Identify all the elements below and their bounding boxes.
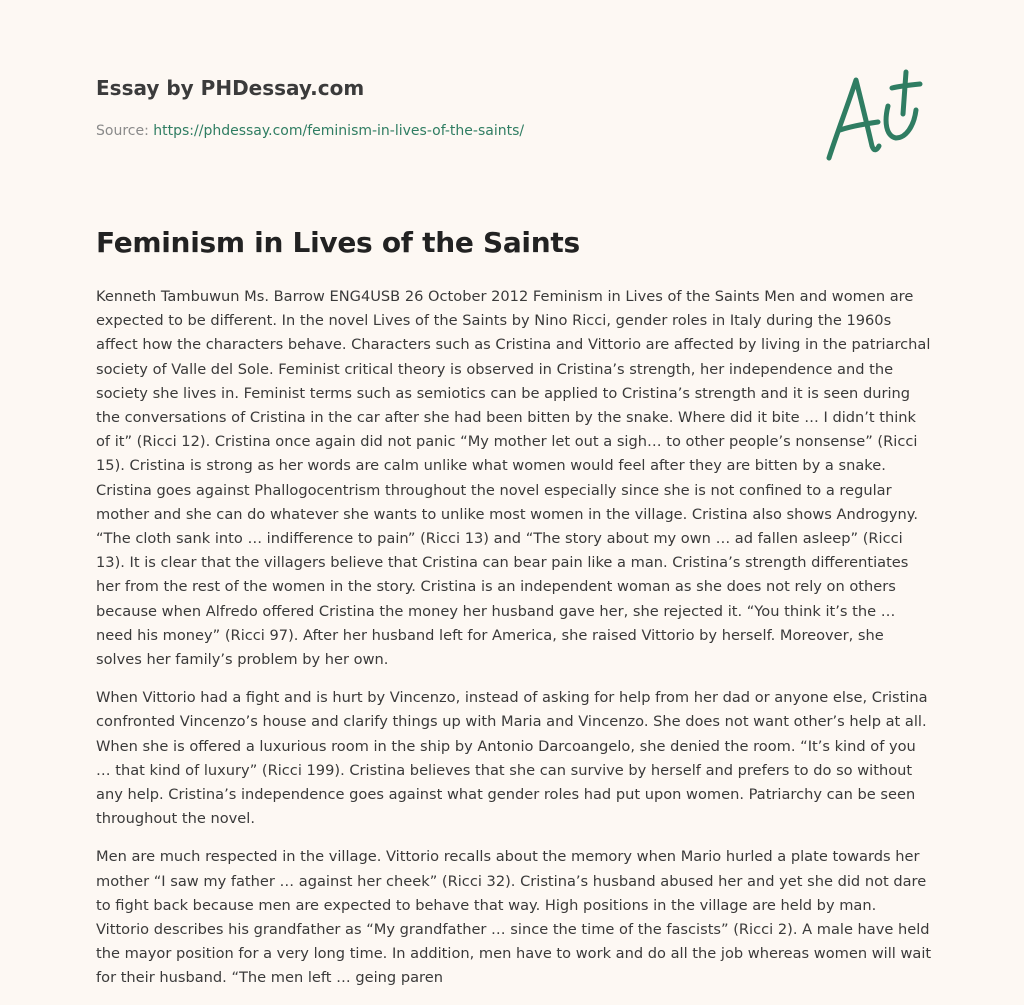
source-line	[96, 123, 524, 139]
source-link[interactable]: https://phdessay.com/feminism-in-lives-of-the-saints/	[153, 123, 525, 139]
article-body	[96, 285, 932, 1005]
paragraph: Kenneth Tambuwun Ms. Barrow ENG4USB 26 October 2012 Feminism in Lives of the Saints Men and women are expected to be different. In the novel Lives of the Saints by Nino Ricci, gender roles in Italy during the 1960s affect how the characters behave. Characters such as Cristina and Vittorio are affected by living in the patriarchal society of Valle del Sole. Feminist critical theory is observed in Cristina’s strength, her independence and the society she lives in. Feminist terms such as semiotics can be applied to Cristina’s strength and it is seen during the conversations of Cristina in the car after she had been bitten by the snake. Where did it bite … I didn’t think of it” (Ricci 12). Cristina once again did not panic “My mother let out a sigh… to other people’s nonsense” (Ricci 15). Cristina is strong as her words are calm unlike what women would feel after they are bitten by a snake. Cristina goes against Phallogocentrism throughout the novel especially since she is not confined to a regular mother and she can do whatever she wants to unlike most women in the village. Cristina also shows Androgyny. “The cloth sank into … indifference to pain” (Ricci 13) and “The story about my own … ad fallen asleep” (Ricci 13). It is clear that the villagers believe that Cristina can bear pain like a man. Cristina’s strength differentiates her from the rest of the women in the story. Cristina is an independent woman as she does not rely on others because when Alfredo offered Cristina the money her husband gave her, she rejected it. “You think it’s the … need his money” (Ricci 97). After her husband left for America, she raised Vittorio by herself. Moreover, she solves her family’s problem by her own.	[96, 288, 931, 669]
a-plus-icon	[822, 66, 928, 166]
paragraph: Men are much respected in the village. Vittorio recalls about the memory when Mario hurled a plate towards her mother “I saw my father … against her cheek” (Ricci 32). Cristina’s husband abused her and yet she did not dare to fight back because men are expected to behave that way. High positions in the village are held by man. Vittorio describes his grandfather as “My grandfather … since the time of the fascists” (Ricci 2). A male have held the mayor position for a very long time. In addition, men have to work and do all the job whereas women will wait for their husband. “The men left … geing paren	[96, 848, 932, 987]
paragraph: When Vittorio had a fight and is hurt by Vincenzo, instead of asking for help from her dad or anyone else, Cristina confronted Vincenzo’s house and clarify things up with Maria and Vincenzo. She does not want other’s help at all. When she is offered a luxurious room in the ship by Antonio Darcoangelo, she denied the room. “It’s kind of you … that kind of luxury” (Ricci 199). Cristina believes that she can survive by herself and prefers to do so without any help. Cristina’s independence goes against what gender roles had put upon women. Patriarchy can be seen throughout the novel.	[96, 689, 928, 828]
essay-header	[96, 76, 796, 139]
article-title: Feminism in Lives of the Saints	[96, 226, 580, 259]
brand-title: Essay by PHDessay.com	[96, 76, 365, 100]
a-plus-logo	[822, 66, 928, 166]
source-label: Source:	[96, 123, 149, 139]
